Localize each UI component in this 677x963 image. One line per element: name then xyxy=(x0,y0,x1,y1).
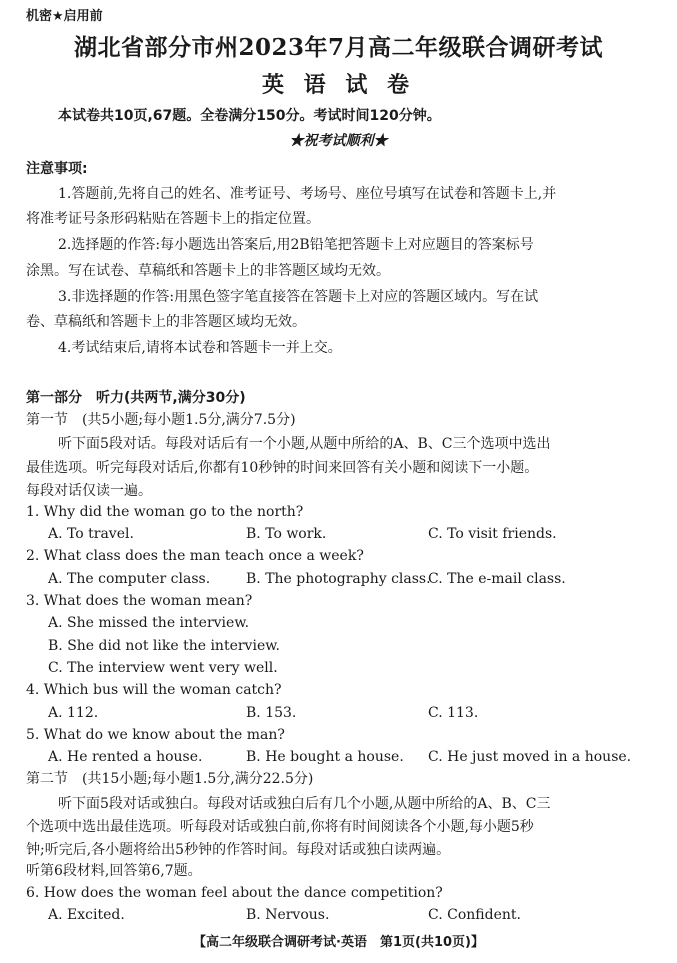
option-c: C. 113. xyxy=(428,705,479,721)
section1-instruction: 听下面5段对话。每段对话后有一个小题,从题中所给的A、B、C三个选项中选出 xyxy=(58,436,551,452)
option-b: B. The photography class. xyxy=(246,571,431,587)
section1-instruction: 每段对话仅读一遍。 xyxy=(26,483,152,499)
note-line: 4.考试结束后,请将本试卷和答题卡一并上交。 xyxy=(58,340,342,356)
question-stem: 5. What do we know about the man? xyxy=(26,727,285,743)
section2-heading: 第二节 (共15小题;每小题1.5分,满分22.5分) xyxy=(26,771,314,787)
question-stem: 1. Why did the woman go to the north? xyxy=(26,504,304,520)
option-c: C. He just moved in a house. xyxy=(428,749,632,765)
confidential-label: 机密★启用前 xyxy=(26,9,103,24)
option-b: B. 153. xyxy=(246,705,297,721)
option-a: A. To travel. xyxy=(48,526,134,542)
option-a: A. The computer class. xyxy=(48,571,211,587)
notes-heading: 注意事项: xyxy=(26,161,88,177)
part1-heading: 第一部分 听力(共两节,满分30分) xyxy=(26,390,246,406)
question-stem: 2. What class does the man teach once a week? xyxy=(26,548,364,564)
option-c: C. The e-mail class. xyxy=(428,571,566,587)
good-luck-line: ★祝考试顺利★ xyxy=(289,133,388,149)
question-stem: 4. Which bus will the woman catch? xyxy=(26,682,282,698)
option-c: C. The interview went very well. xyxy=(48,660,278,676)
option-c: C. To visit friends. xyxy=(428,526,557,542)
question-stem: 6. How does the woman feel about the dance competition? xyxy=(26,885,443,901)
option-b: B. Nervous. xyxy=(246,907,330,923)
exam-title: 湖北省部分市州2023年7月高二年级联合调研考试 xyxy=(73,34,604,61)
section2-instruction: 钟;听完后,各小题将给出5秒钟的作答时间。每段对话或独白读两遍。 xyxy=(26,842,451,858)
page-footer: 【高二年级联合调研考试·英语 第1页(共10页)】 xyxy=(193,935,484,950)
section1-instruction: 最佳选项。听完每段对话后,你都有10秒钟的时间来回答有关小题和阅读下一小题。 xyxy=(26,460,539,476)
option-c: C. Confident. xyxy=(428,907,521,923)
section2-instruction: 个选项中选出最佳选项。听每段对话或独白前,你将有时间阅读各个小题,每小题5秒 xyxy=(26,819,534,835)
exam-intro: 本试卷共10页,67题。全卷满分150分。考试时间120分钟。 xyxy=(58,108,441,124)
option-a: A. 112. xyxy=(48,705,99,721)
note-line: 将准考证号条形码粘贴在答题卡上的指定位置。 xyxy=(26,211,320,227)
note-line: 卷、草稿纸和答题卡上的非答题区域均无效。 xyxy=(26,314,306,330)
option-b: B. She did not like the interview. xyxy=(48,638,280,654)
note-line: 涂黑。写在试卷、草稿纸和答题卡上的非答题区域均无效。 xyxy=(26,263,390,279)
note-line: 2.选择题的作答:每小题选出答案后,用2B铅笔把答题卡上对应题目的答案标号 xyxy=(58,237,534,253)
note-line: 3.非选择题的作答:用黑色签字笔直接答在答题卡上对应的答题区域内。写在试 xyxy=(58,289,539,305)
section2-instruction: 听下面5段对话或独白。每段对话或独白后有几个小题,从题中所给的A、B、C三 xyxy=(58,796,551,812)
option-b: B. He bought a house. xyxy=(246,749,404,765)
option-b: B. To work. xyxy=(246,526,327,542)
exam-subtitle: 英 语 试 卷 xyxy=(262,72,415,98)
option-a: A. She missed the interview. xyxy=(48,615,250,631)
option-a: A. Excited. xyxy=(48,907,125,923)
material-prompt: 听第6段材料,回答第6,7题。 xyxy=(26,863,202,879)
note-line: 1.答题前,先将自己的姓名、准考证号、考场号、座位号填写在试卷和答题卡上,并 xyxy=(58,186,557,202)
section1-heading: 第一节 (共5小题;每小题1.5分,满分7.5分) xyxy=(26,412,296,428)
option-a: A. He rented a house. xyxy=(48,749,203,765)
question-stem: 3. What does the woman mean? xyxy=(26,593,253,609)
